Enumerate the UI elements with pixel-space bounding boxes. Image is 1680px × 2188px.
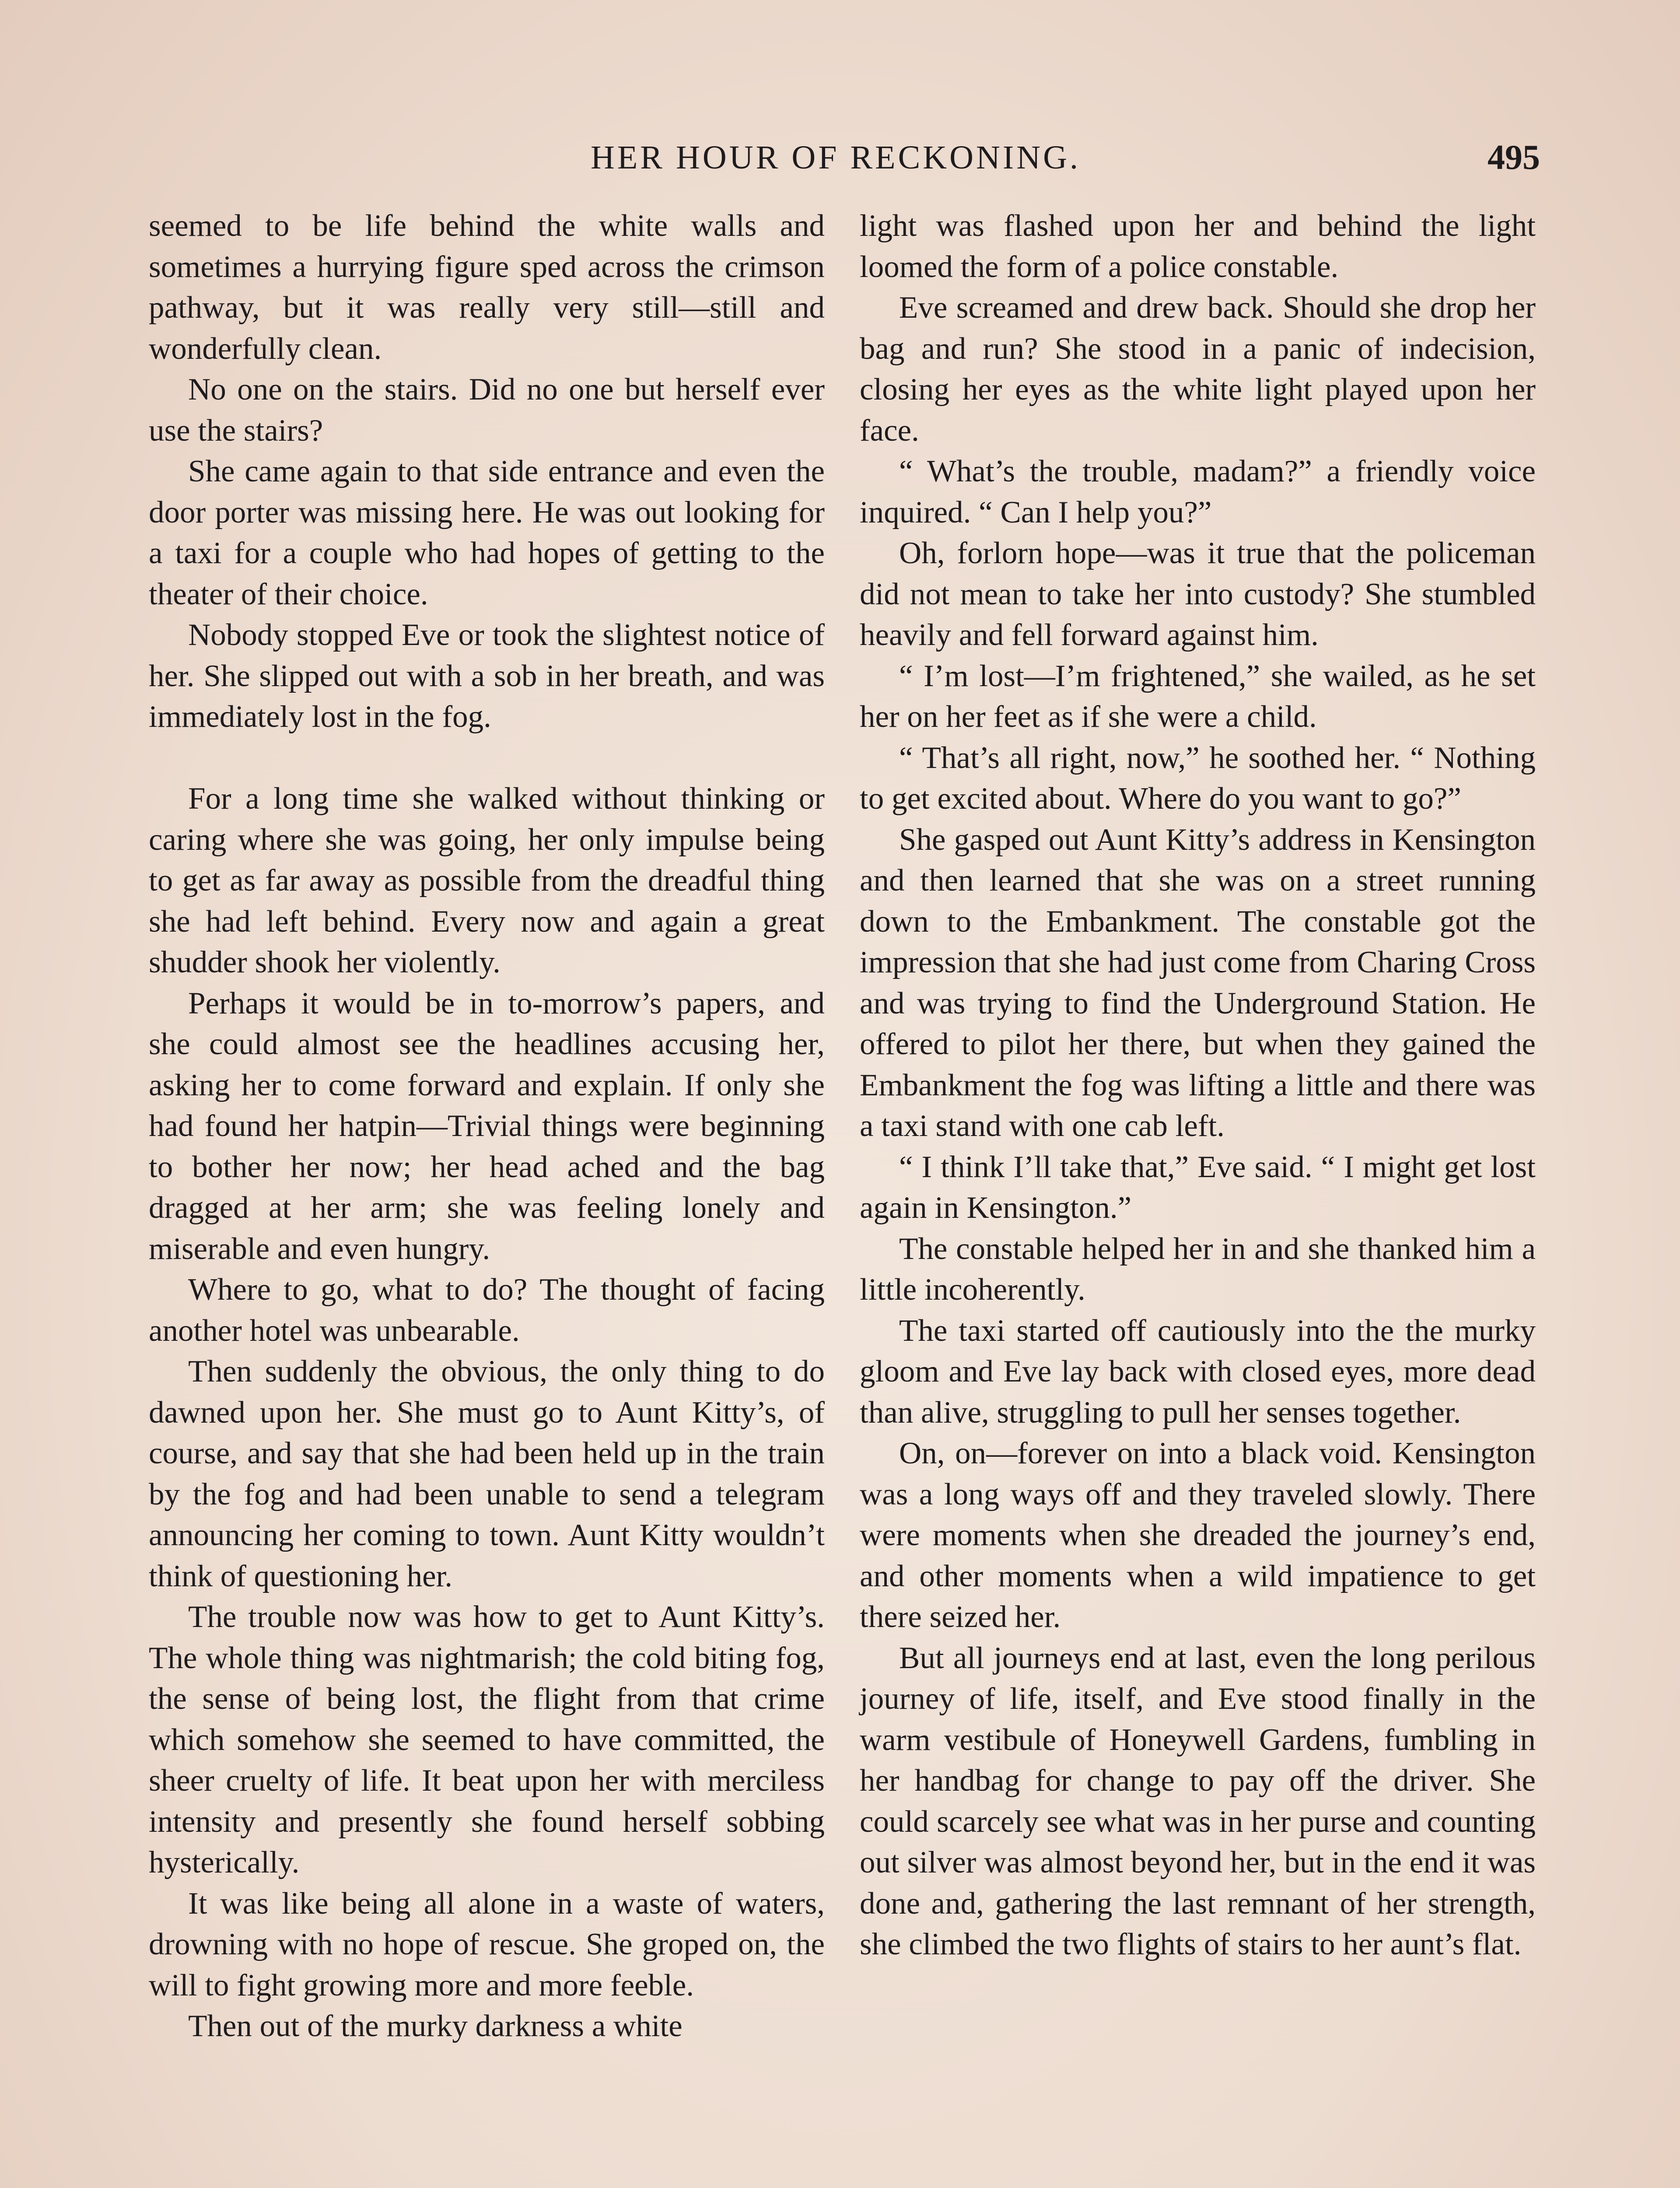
paragraph: The trouble now was how to get to Aunt Kitty’s. The whole thing was nightmarish; the cold biting fog, the sense of being lost, the flight from that crime which somehow she seemed to have committed, the sheer cruelty of life. It beat upon her with merciless intensity and presently she found herself sobbing hysterically.: [149, 1600, 825, 1879]
right-column: [860, 206, 1536, 1965]
paragraph: She gasped out Aunt Kitty’s address in Kensington and then learned that she was on a street running down to the Embankment. The constable got the impression that she had just come from Charing Cross and was trying to find the Underground Station. He offered to pilot her there, but when they gained the Embankment the fog was lifting a little and there was a taxi stand with one cab left.: [860, 822, 1536, 1143]
running-title: HER HOUR OF RECKONING.: [590, 139, 1081, 176]
paragraph: Oh, forlorn hope—was it true that the policeman did not mean to take her into custody? She stumbled heavily and fell forward against him.: [860, 536, 1536, 652]
page-number: 495: [1488, 138, 1540, 177]
page-header: [131, 133, 1540, 182]
left-column: [149, 206, 825, 2047]
paragraph: Then out of the murky darkness a white: [188, 2009, 682, 2043]
paragraph: light was flashed upon her and behind the light loomed the form of a police constable.: [860, 209, 1536, 284]
paragraph: Where to go, what to do? The thought of facing another hotel was unbearable.: [149, 1273, 825, 1348]
paragraph: “ What’s the trouble, madam?” a friendly voice inquired. “ Can I help you?”: [860, 454, 1536, 529]
paragraph: No one on the stairs. Did no one but herself ever use the stairs?: [149, 372, 825, 448]
paragraph: seemed to be life behind the white walls and sometimes a hurrying figure sped across the crimson pathway, but it was really very still—still and wonderfully clean.: [149, 209, 825, 366]
paragraph: She came again to that side entrance and even the door porter was missing here. He was out looking for a taxi for a couple who had hopes of getting to the theater of their choice.: [149, 454, 825, 611]
paragraph: For a long time she walked without thinking or caring where she was going, her only impulse being to get as far away as possible from the dreadful thing she had left behind. Every now and again a great shudder shook her violently.: [149, 782, 825, 979]
paragraph: On, on—forever on into a black void. Kensington was a long ways off and they traveled slowly. There were moments when she dreaded the journey’s end, and other moments when a wild impatience to get there seized her.: [860, 1436, 1536, 1634]
paragraph: “ I’m lost—I’m frightened,” she wailed, as he set her on her feet as if she were a child.: [860, 659, 1536, 734]
paragraph: The constable helped her in and she thanked him a little incoherently.: [860, 1231, 1536, 1307]
paragraph: Nobody stopped Eve or took the slightest notice of her. She slipped out with a sob in her breath, and was immediately lost in the fog.: [149, 618, 825, 734]
paragraph: Perhaps it would be in to-morrow’s papers, and she could almost see the headlines accusing her, asking her to come forward and explain. If only she had found her hatpin—Trivial things were beginning to bother her now; her head ached and the bag dragged at her arm; she was feeling lonely and miserable and even hungry.: [149, 986, 825, 1266]
paragraph: It was like being all alone in a waste of waters, drowning with no hope of rescue. She groped on, the will to fight growing more and more feeble.: [149, 1886, 825, 2002]
paragraph: Then suddenly the obvious, the only thing to do dawned upon her. She must go to Aunt Kitty’s, of course, and say that she had been held up in the train by the fog and had been unable to send a telegram announcing her coming to town. Aunt Kitty wouldn’t think of questioning her.: [149, 1354, 825, 1593]
paragraph: “ That’s all right, now,” he soothed her. “ Nothing to get excited about. Where do you want to go?”: [860, 740, 1536, 816]
section-break: [149, 738, 825, 779]
paragraph: Eve screamed and drew back. Should she drop her bag and run? She stood in a panic of indecision, closing her eyes as the white light played upon her face.: [860, 291, 1536, 448]
paragraph: “ I think I’ll take that,” Eve said. “ I might get lost again in Kensington.”: [860, 1150, 1536, 1225]
paragraph: But all journeys end at last, even the long perilous journey of life, itself, and Eve stood finally in the warm vestibule of Honeywell Gardens, fumbling in her handbag for change to pay off the driver. She could scarcely see what was in her purse and counting out silver was almost beyond her, but in the end it was done and, gathering the last remnant of her strength, she climbed the two flights of stairs to her aunt’s flat.: [860, 1641, 1536, 1961]
paragraph: The taxi started off cautiously into the the murky gloom and Eve lay back with closed eyes, more dead than alive, struggling to pull her senses together.: [860, 1313, 1536, 1430]
